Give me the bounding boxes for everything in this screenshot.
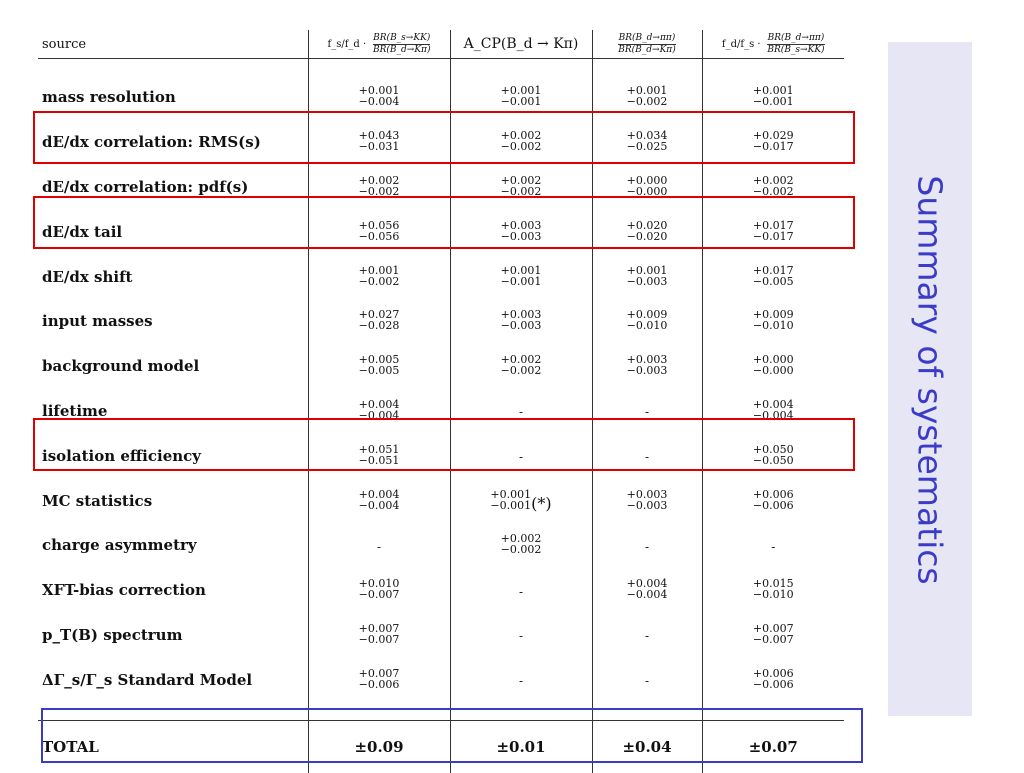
lower-error: −0.001 [500, 95, 542, 109]
spacer-row [38, 59, 844, 76]
lower-error: −0.051 [358, 453, 400, 467]
row-label: ΔΓ_s/Γ_s Standard Model [42, 670, 253, 689]
asymmetric-error [359, 175, 400, 197]
asymmetric-error [501, 309, 542, 331]
lower-error: −0.050 [752, 453, 794, 467]
table-cell [308, 523, 450, 568]
table-cell [308, 254, 450, 299]
header-col1-numerator: BR(B_s→KK) [373, 32, 431, 43]
upper-error: +0.002 [752, 173, 794, 187]
upper-error: +0.051 [358, 442, 400, 456]
upper-error: +0.002 [500, 173, 542, 187]
table-row [38, 254, 844, 299]
upper-error: +0.020 [626, 218, 668, 232]
header-col1-prefix: f_s/f_d · [327, 38, 367, 50]
row-label: mass resolution [42, 88, 176, 107]
table-cell [592, 523, 702, 568]
slide-title: Summary of systematics [910, 175, 950, 585]
row-label: lifetime [42, 401, 108, 420]
upper-error: +0.001 [626, 263, 668, 277]
lower-error: −0.003 [500, 319, 542, 333]
table-row [38, 657, 844, 702]
upper-error: +0.002 [500, 353, 542, 367]
table-cell [592, 568, 702, 613]
lower-error: −0.002 [500, 184, 542, 198]
upper-error: +0.050 [752, 442, 794, 456]
table-row [38, 613, 844, 658]
table-cell [592, 344, 702, 389]
lower-error: −0.002 [500, 140, 542, 154]
asymmetric-error [501, 175, 542, 197]
upper-error: +0.004 [626, 577, 668, 591]
upper-error: +0.001 [500, 263, 542, 277]
table-cell [702, 657, 844, 702]
asymmetric-error [359, 354, 400, 376]
asymmetric-error [359, 85, 400, 107]
asymmetric-error [501, 265, 542, 287]
not-applicable: - [518, 674, 524, 689]
lower-error: −0.002 [500, 543, 542, 557]
row-label: p_T(B) spectrum [42, 625, 183, 644]
not-applicable: - [518, 584, 524, 599]
asymmetric-error [501, 85, 542, 107]
lower-error: −0.002 [626, 95, 668, 109]
header-source: source [38, 30, 308, 59]
asymmetric-error [627, 85, 668, 107]
upper-error: +0.001 [752, 84, 794, 98]
row-label: background model [42, 357, 200, 376]
table-cell [702, 254, 844, 299]
table-row [38, 478, 844, 523]
spacer-cell [308, 59, 450, 76]
asymmetric-error [359, 623, 400, 645]
lower-error: −0.005 [752, 274, 794, 288]
lower-error: −0.006 [358, 677, 400, 691]
upper-error: +0.017 [752, 218, 794, 232]
row-label: isolation efficiency [42, 446, 202, 465]
table-cell [450, 568, 592, 613]
lower-error: −0.028 [358, 319, 400, 333]
table-cell [450, 299, 592, 344]
lower-error: −0.007 [358, 632, 400, 646]
lower-error: −0.004 [626, 588, 668, 602]
lower-error: −0.002 [752, 184, 794, 198]
lower-error: −0.003 [626, 364, 668, 378]
upper-error: +0.003 [500, 308, 542, 322]
header-col4-fraction [767, 33, 824, 56]
asymmetric-error [753, 175, 794, 197]
header-col4 [702, 30, 844, 59]
upper-error: +0.004 [358, 397, 400, 411]
row-label: XFT-bias correction [42, 581, 206, 600]
asymmetric-error [753, 309, 794, 331]
table-cell [450, 344, 592, 389]
table-cell [450, 523, 592, 568]
asymmetric-error [753, 265, 794, 287]
asymmetric-error [627, 354, 668, 376]
not-applicable: - [518, 405, 524, 420]
lower-error: −0.017 [752, 229, 794, 243]
not-applicable: - [644, 539, 650, 554]
upper-error: +0.004 [358, 487, 400, 501]
header-col4-prefix: f_d/f_s · [721, 38, 761, 50]
upper-error: +0.006 [752, 487, 794, 501]
header-col3-denominator: BR(B_d→Kπ) [618, 44, 676, 55]
not-applicable: - [644, 450, 650, 465]
header-col4-denominator: BR(B_s→KK) [767, 44, 825, 55]
not-applicable: - [518, 450, 524, 465]
table-cell [592, 478, 702, 523]
row-label: dE/dx tail [42, 222, 123, 241]
lower-error: −0.010 [626, 319, 668, 333]
highlight-box-rms [33, 111, 855, 164]
upper-error: +0.006 [752, 666, 794, 680]
header-col1-denominator: BR(B_d→Kπ) [373, 44, 431, 55]
row-label: input masses [42, 312, 153, 331]
lower-error: −0.004 [358, 498, 400, 512]
footnote-mark: (*) [531, 493, 552, 513]
not-applicable: - [376, 539, 382, 554]
asymmetric-error [359, 309, 400, 331]
upper-error: +0.002 [500, 129, 542, 143]
row-label: dE/dx correlation: pdf(s) [42, 177, 249, 196]
table-cell [702, 478, 844, 523]
header-col4-numerator: BR(B_d→ππ) [767, 32, 825, 43]
asymmetric-error [627, 309, 668, 331]
table-cell [592, 657, 702, 702]
asymmetric-error [359, 489, 400, 511]
upper-error: +0.000 [752, 353, 794, 367]
lower-error: −0.007 [752, 632, 794, 646]
upper-error: +0.010 [358, 577, 400, 591]
upper-error: +0.017 [752, 263, 794, 277]
highlight-box-tail [33, 196, 855, 249]
total-value: ±0.01 [450, 721, 592, 773]
lower-error: −0.003 [626, 498, 668, 512]
upper-error: +0.001 [358, 84, 400, 98]
upper-error: +0.056 [358, 218, 400, 232]
table-cell [702, 523, 844, 568]
row-label: MC statistics [42, 491, 153, 510]
lower-error: −0.002 [358, 184, 400, 198]
lower-error: −0.010 [752, 319, 794, 333]
lower-error: −0.001 [752, 95, 794, 109]
table-row [38, 568, 844, 613]
total-value: ±0.07 [702, 721, 844, 773]
table-cell [308, 478, 450, 523]
lower-error: −0.003 [626, 274, 668, 288]
table-cell [702, 344, 844, 389]
table-cell [450, 657, 592, 702]
row-label: dE/dx shift [42, 267, 133, 286]
upper-error: +0.007 [358, 666, 400, 680]
asymmetric-error [501, 533, 542, 555]
upper-error: +0.009 [626, 308, 668, 322]
asymmetric-error [753, 578, 794, 600]
upper-error: +0.002 [358, 173, 400, 187]
asymmetric-error [753, 85, 794, 107]
table-cell [702, 613, 844, 658]
table-cell [308, 568, 450, 613]
not-applicable: - [771, 539, 776, 554]
table-cell [592, 254, 702, 299]
table-cell [308, 299, 450, 344]
table-row [38, 299, 844, 344]
table-cell [308, 344, 450, 389]
asymmetric-error [753, 354, 794, 376]
lower-error: −0.004 [358, 95, 400, 109]
lower-error: −0.020 [626, 229, 668, 243]
lower-error: −0.006 [752, 677, 794, 691]
lower-error: −0.001 [500, 274, 542, 288]
total-value: ±0.09 [308, 721, 450, 773]
upper-error: +0.001 [358, 263, 400, 277]
header-col3-numerator: BR(B_d→ππ) [618, 32, 676, 43]
asymmetric-error [753, 623, 794, 645]
table-cell [450, 613, 592, 658]
header-col1-fraction [373, 33, 430, 56]
row-label: charge asymmetry [42, 536, 197, 555]
header-col1 [308, 30, 450, 59]
table-cell [308, 613, 450, 658]
spacer-cell [702, 59, 844, 76]
upper-error: +0.004 [752, 397, 794, 411]
lower-error: −0.003 [500, 229, 542, 243]
table-cell [450, 254, 592, 299]
upper-error: +0.001 [500, 84, 542, 98]
lower-error: −0.004 [358, 408, 400, 422]
lower-error: −0.002 [500, 364, 542, 378]
lower-error: −0.001 [490, 498, 532, 512]
upper-error: +0.034 [626, 129, 668, 143]
asymmetric-error [501, 354, 542, 376]
asymmetric-error [359, 578, 400, 600]
asymmetric-error [627, 489, 668, 511]
asymmetric-error [753, 668, 794, 690]
table-header-row [38, 30, 844, 59]
upper-error: +0.009 [752, 308, 794, 322]
highlight-box-isolation [33, 418, 855, 471]
lower-error: −0.025 [626, 140, 668, 154]
upper-error: +0.043 [358, 129, 400, 143]
asymmetric-error [627, 265, 668, 287]
lower-error: −0.005 [358, 364, 400, 378]
upper-error: +0.005 [358, 353, 400, 367]
upper-error: +0.007 [358, 621, 400, 635]
lower-error: −0.056 [358, 229, 400, 243]
upper-error: +0.029 [752, 129, 794, 143]
upper-error: +0.027 [358, 308, 400, 322]
table-cell [592, 299, 702, 344]
lower-error: −0.017 [752, 140, 794, 154]
lower-error: −0.004 [752, 408, 794, 422]
row-label: dE/dx correlation: RMS(s) [42, 133, 261, 152]
table-row [38, 344, 844, 389]
lower-error: −0.006 [752, 498, 794, 512]
header-col2: A_CP(B_d → Kπ) [450, 30, 592, 59]
asymmetric-error [627, 175, 668, 197]
lower-error: −0.000 [752, 364, 794, 378]
upper-error: +0.003 [500, 218, 542, 232]
upper-error: +0.007 [752, 621, 794, 635]
total-value: ±0.04 [592, 721, 702, 773]
highlight-box-total [41, 708, 863, 763]
table-cell [702, 568, 844, 613]
table-cell [308, 657, 450, 702]
lower-error: −0.002 [358, 274, 400, 288]
not-applicable: - [518, 629, 524, 644]
lower-error: −0.007 [358, 588, 400, 602]
spacer-cell [38, 59, 308, 76]
total-label: TOTAL [38, 721, 308, 773]
asymmetric-error [627, 578, 668, 600]
table-cell [592, 613, 702, 658]
lower-error: −0.031 [358, 140, 400, 154]
lower-error: −0.010 [752, 588, 794, 602]
upper-error: +0.003 [626, 487, 668, 501]
upper-error: +0.003 [626, 353, 668, 367]
header-col3 [592, 30, 702, 59]
upper-error: +0.002 [500, 532, 542, 546]
not-applicable: - [644, 405, 650, 420]
upper-error: +0.015 [752, 577, 794, 591]
spacer-cell [592, 59, 702, 76]
upper-error: +0.000 [626, 173, 668, 187]
asymmetric-error [359, 668, 400, 690]
table-row [38, 523, 844, 568]
spacer-cell [450, 59, 592, 76]
not-applicable: - [644, 629, 650, 644]
upper-error: +0.001 [490, 487, 532, 501]
asymmetric-error [753, 489, 794, 511]
table-cell [450, 478, 592, 523]
lower-error: −0.000 [626, 184, 668, 198]
table-cell [702, 299, 844, 344]
upper-error: +0.001 [626, 84, 668, 98]
asymmetric-error [359, 265, 400, 287]
not-applicable: - [644, 674, 650, 689]
header-col3-fraction [618, 33, 675, 56]
asymmetric-error [490, 489, 531, 511]
